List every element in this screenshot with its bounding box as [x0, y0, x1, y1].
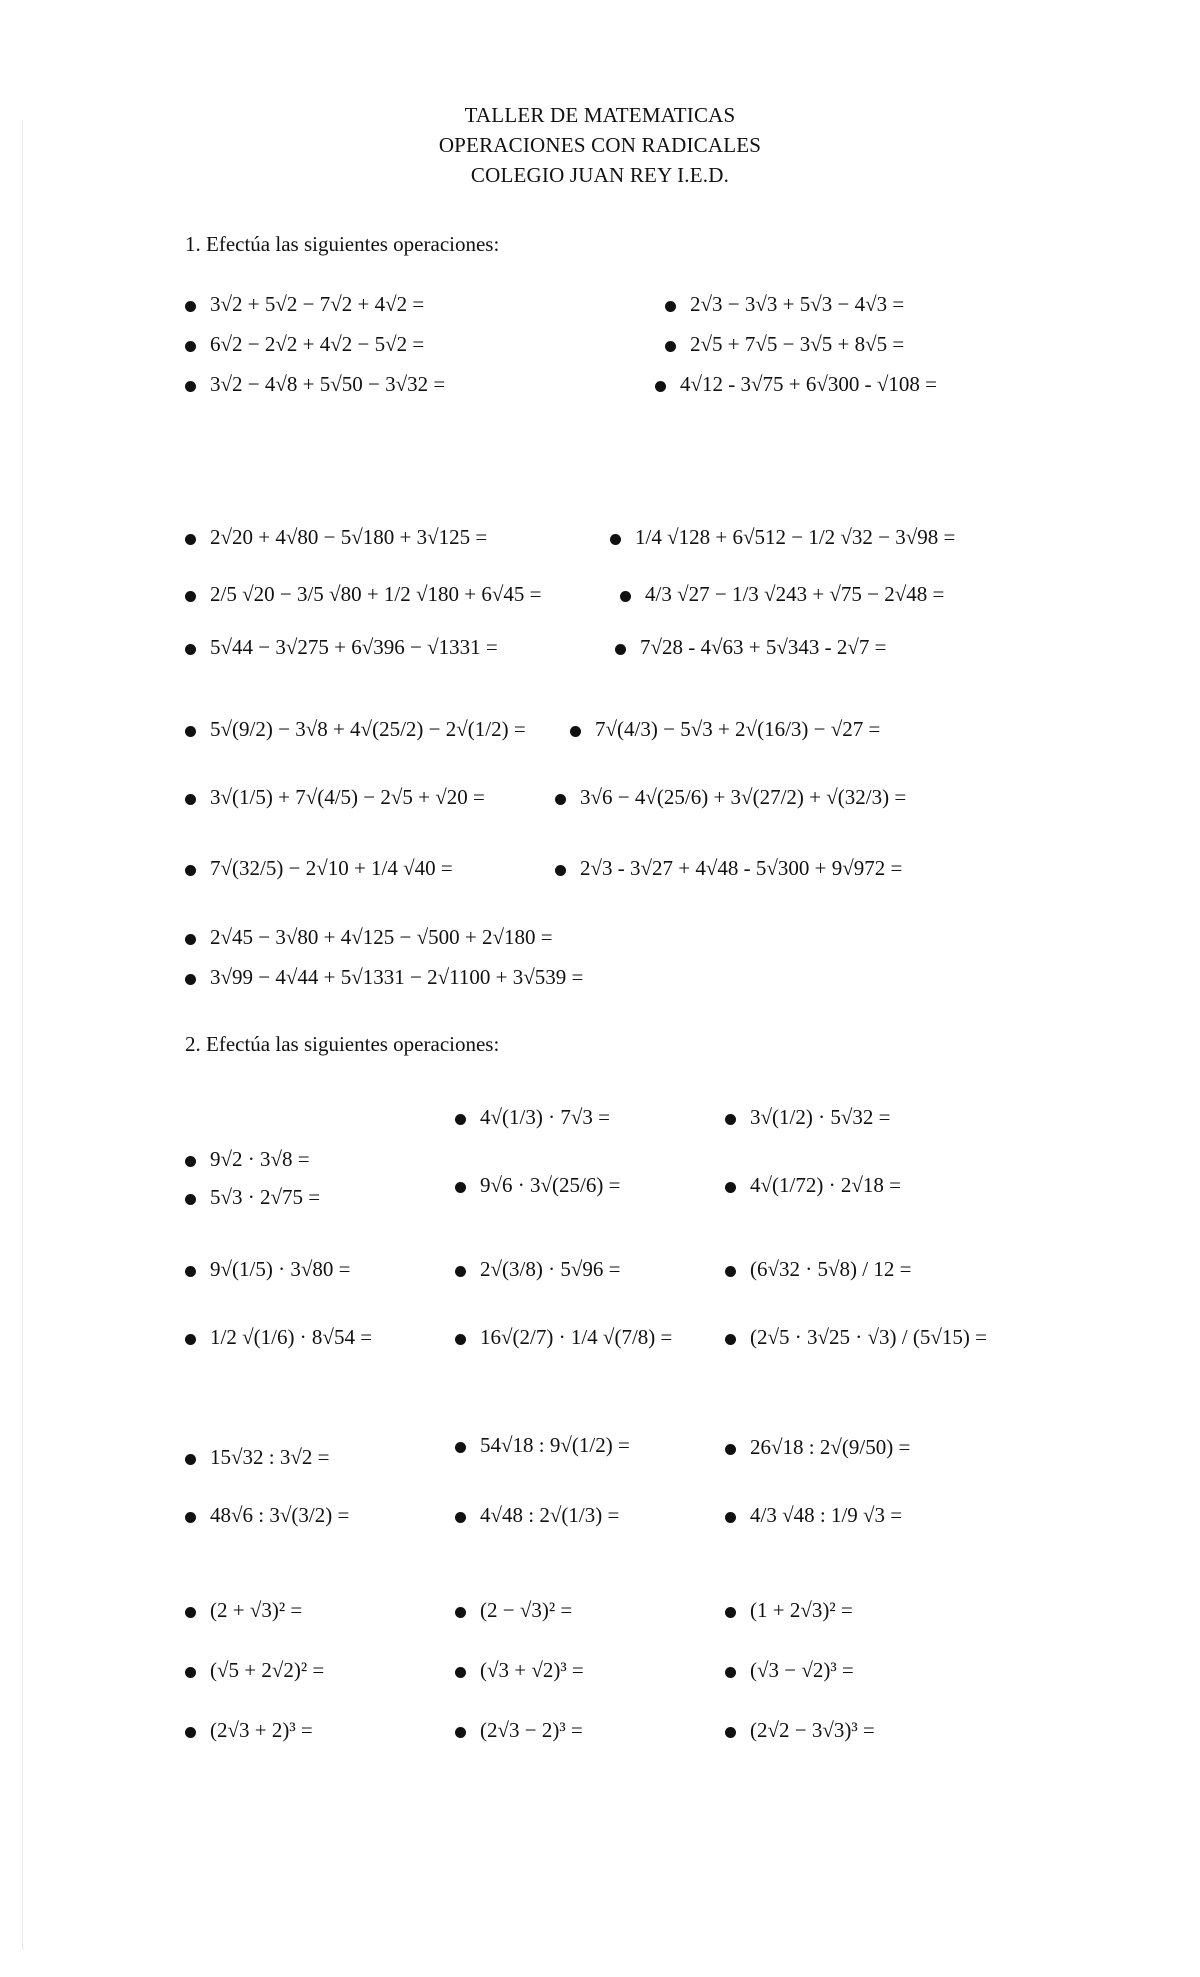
bullet-icon [725, 1182, 736, 1193]
bullet-icon [455, 1334, 466, 1345]
bullet-icon [620, 591, 631, 602]
bullet-icon [725, 1727, 736, 1738]
exercise-item: 2√3 − 3√3 + 5√3 − 4√3 = [665, 289, 904, 319]
bullet-icon [725, 1667, 736, 1678]
bullet-icon [185, 1334, 196, 1345]
bullet-icon [455, 1182, 466, 1193]
bullet-icon [570, 726, 581, 737]
bullet-icon [185, 1667, 196, 1678]
page-edge-line [22, 120, 23, 1950]
bullet-icon [655, 381, 666, 392]
bullet-icon [725, 1114, 736, 1125]
exercise-item: 7√28 - 4√63 + 5√343 - 2√7 = [615, 632, 887, 662]
bullet-icon [185, 974, 196, 985]
bullet-icon [185, 1607, 196, 1618]
exercise-item: 7√(4/3) − 5√3 + 2√(16/3) − √27 = [570, 714, 880, 744]
header-line-2: OPERACIONES CON RADICALES [438, 133, 762, 157]
exercise-item: 1/4 √128 + 6√512 − 1/2 √32 − 3√98 = [610, 522, 955, 552]
exercise-item: 5√3 · 2√75 = [185, 1182, 320, 1212]
exercise-item: (2 + √3)² = [185, 1595, 302, 1625]
exercise-item: (2 − √3)² = [455, 1595, 572, 1625]
exercise-item: (√3 − √2)³ = [725, 1655, 854, 1685]
bullet-icon [185, 644, 196, 655]
exercise-item: 4/3 √27 − 1/3 √243 + √75 − 2√48 = [620, 579, 944, 609]
bullet-icon [185, 1266, 196, 1277]
bullet-icon [185, 591, 196, 602]
exercise-item: 7√(32/5) − 2√10 + 1/4 √40 = [185, 853, 453, 883]
exercise-item: 4√(1/3) · 7√3 = [455, 1102, 610, 1132]
exercise-item: (√5 + 2√2)² = [185, 1655, 324, 1685]
exercise-item: 2√45 − 3√80 + 4√125 − √500 + 2√180 = [185, 922, 553, 952]
exercise-item: 9√6 · 3√(25/6) = [455, 1170, 620, 1200]
bullet-icon [455, 1266, 466, 1277]
worksheet-header [0, 100, 1200, 190]
exercise-item: (√3 + √2)³ = [455, 1655, 584, 1685]
bullet-icon [185, 726, 196, 737]
bullet-icon [185, 865, 196, 876]
exercise-item: 3√2 + 5√2 − 7√2 + 4√2 = [185, 289, 424, 319]
exercise-item: 4√(1/72) · 2√18 = [725, 1170, 901, 1200]
bullet-icon [725, 1512, 736, 1523]
bullet-icon [610, 534, 621, 545]
bullet-icon [555, 794, 566, 805]
section-1-title: 1. Efectúa las siguientes operaciones: [185, 232, 500, 256]
exercise-item: 3√99 − 4√44 + 5√1331 − 2√1100 + 3√539 = [185, 962, 583, 992]
bullet-icon [185, 934, 196, 945]
exercise-item: 9√2 · 3√8 = [185, 1144, 310, 1174]
bullet-icon [185, 1727, 196, 1738]
bullet-icon [185, 1156, 196, 1167]
exercise-item: 3√2 − 4√8 + 5√50 − 3√32 = [185, 369, 445, 399]
bullet-icon [185, 381, 196, 392]
bullet-icon [455, 1607, 466, 1618]
bullet-icon [185, 1512, 196, 1523]
exercise-item: 6√2 − 2√2 + 4√2 − 5√2 = [185, 329, 424, 359]
exercise-item: 2√5 + 7√5 − 3√5 + 8√5 = [665, 329, 904, 359]
bullet-icon [455, 1727, 466, 1738]
bullet-icon [185, 1194, 196, 1205]
exercise-item: (2√2 − 3√3)³ = [725, 1715, 875, 1745]
exercise-item: 2√(3/8) · 5√96 = [455, 1254, 620, 1284]
exercise-item: (2√3 + 2)³ = [185, 1715, 313, 1745]
exercise-item: (1 + 2√3)² = [725, 1595, 853, 1625]
bullet-icon [665, 341, 676, 352]
exercise-item: 16√(2/7) · 1/4 √(7/8) = [455, 1322, 672, 1352]
exercise-item: 3√6 − 4√(25/6) + 3√(27/2) + √(32/3) = [555, 782, 906, 812]
bullet-icon [455, 1512, 466, 1523]
section-2-title: 2. Efectúa las siguientes operaciones: [185, 1032, 500, 1056]
exercise-item: 3√(1/2) · 5√32 = [725, 1102, 890, 1132]
bullet-icon [455, 1667, 466, 1678]
exercise-item: 1/2 √(1/6) · 8√54 = [185, 1322, 372, 1352]
bullet-icon [555, 865, 566, 876]
exercise-item: 9√(1/5) · 3√80 = [185, 1254, 350, 1284]
exercise-item: 26√18 : 2√(9/50) = [725, 1432, 910, 1462]
bullet-icon [185, 794, 196, 805]
exercise-item: 3√(1/5) + 7√(4/5) − 2√5 + √20 = [185, 782, 485, 812]
bullet-icon [455, 1114, 466, 1125]
bullet-icon [615, 644, 626, 655]
bullet-icon [665, 301, 676, 312]
exercise-item: 2√20 + 4√80 − 5√180 + 3√125 = [185, 522, 487, 552]
exercise-item: 5√44 − 3√275 + 6√396 − √1331 = [185, 632, 498, 662]
bullet-icon [725, 1334, 736, 1345]
exercise-item: 2/5 √20 − 3/5 √80 + 1/2 √180 + 6√45 = [185, 579, 541, 609]
bullet-icon [455, 1442, 466, 1453]
bullet-icon [725, 1444, 736, 1455]
exercise-item: 48√6 : 3√(3/2) = [185, 1500, 349, 1530]
exercise-item: (2√5 · 3√25 · √3) / (5√15) = [725, 1322, 987, 1352]
exercise-item: 2√3 - 3√27 + 4√48 - 5√300 + 9√972 = [555, 853, 902, 883]
header-line-3: COLEGIO JUAN REY I.E.D. [470, 163, 730, 187]
exercise-item: (2√3 − 2)³ = [455, 1715, 583, 1745]
exercise-item: 4√48 : 2√(1/3) = [455, 1500, 619, 1530]
exercise-item: 54√18 : 9√(1/2) = [455, 1430, 630, 1460]
exercise-item: 4√12 - 3√75 + 6√300 - √108 = [655, 369, 937, 399]
bullet-icon [185, 1454, 196, 1465]
bullet-icon [185, 534, 196, 545]
exercise-item: 5√(9/2) − 3√8 + 4√(25/2) − 2√(1/2) = [185, 714, 526, 744]
header-line-1: TALLER DE MATEMATICAS [464, 103, 736, 127]
bullet-icon [185, 341, 196, 352]
exercise-item: 4/3 √48 : 1/9 √3 = [725, 1500, 902, 1530]
bullet-icon [725, 1266, 736, 1277]
exercise-item: 15√32 : 3√2 = [185, 1442, 329, 1472]
exercise-item: (6√32 · 5√8) / 12 = [725, 1254, 911, 1284]
bullet-icon [185, 301, 196, 312]
bullet-icon [725, 1607, 736, 1618]
